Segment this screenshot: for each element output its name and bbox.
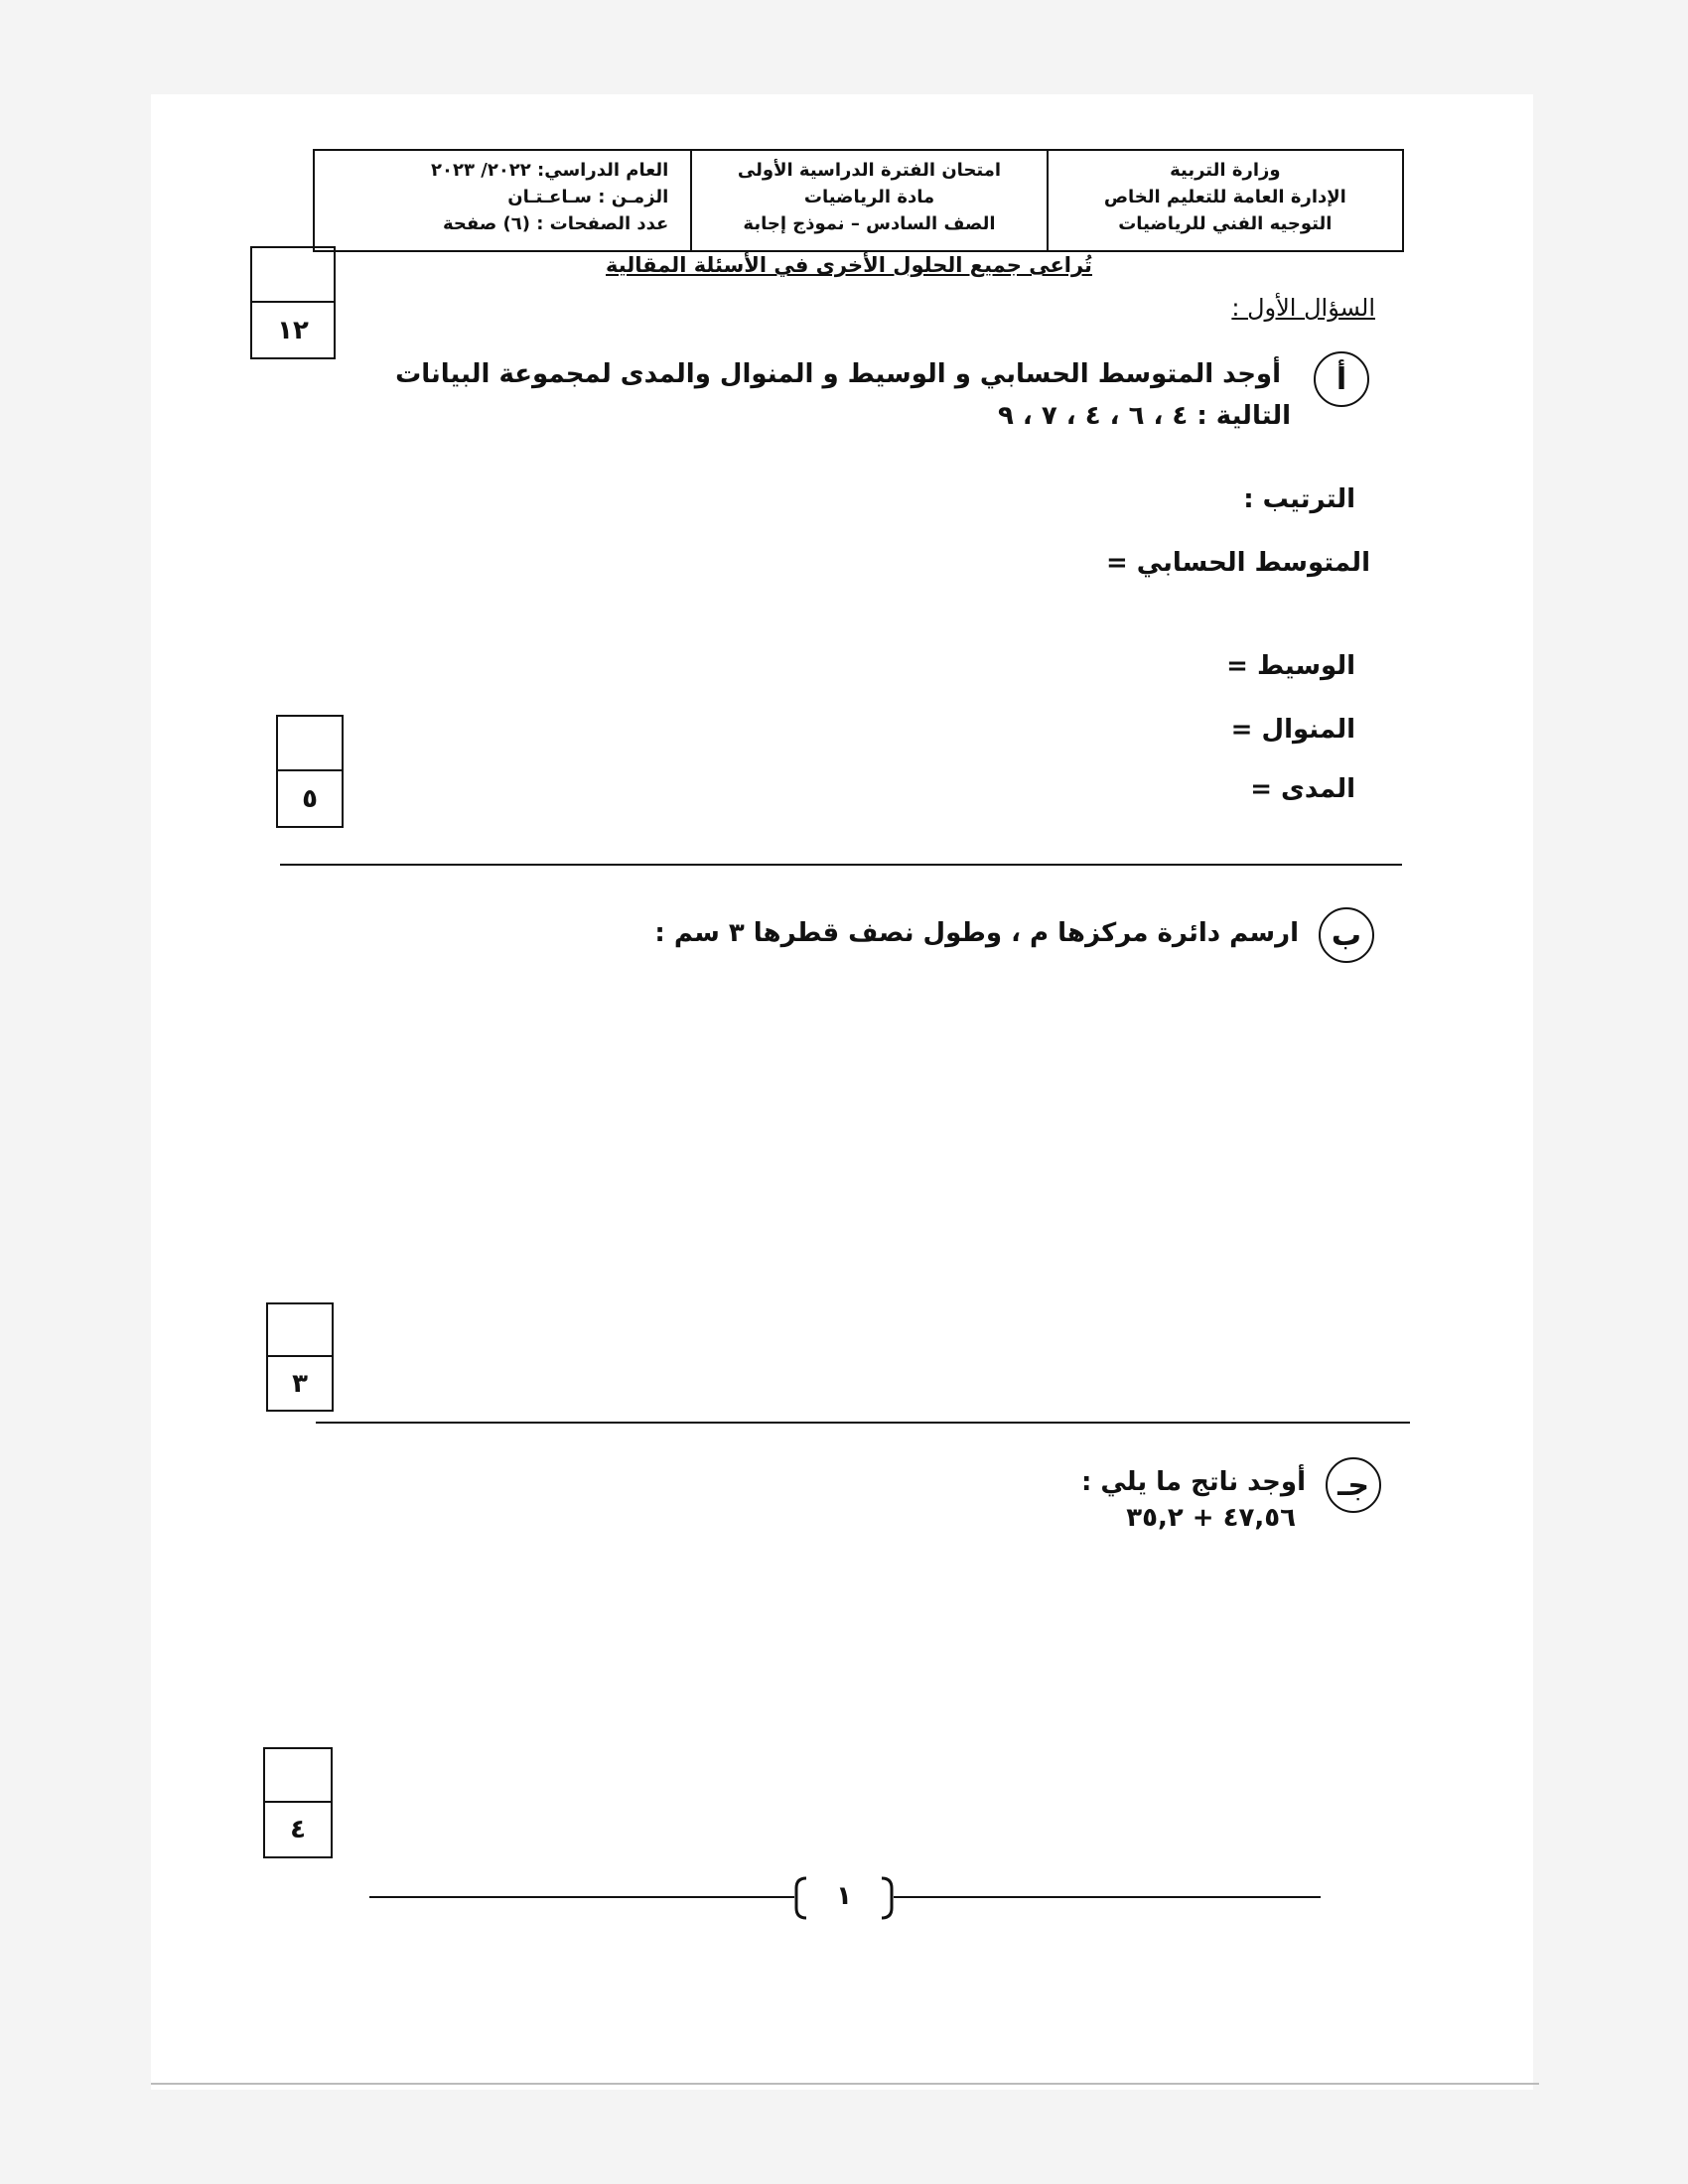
- range-label: المدى =: [1250, 774, 1355, 804]
- header-supervision: التوجيه الفني للرياضيات: [1118, 213, 1333, 234]
- header-administration: الإدارة العامة للتعليم الخاص: [1103, 187, 1346, 207]
- part-c-score: ٤: [290, 1815, 306, 1844]
- part-a-line1: أوجد المتوسط الحسابي و الوسيط و المنوال والمدى لمجموعة البيانات: [395, 359, 1281, 389]
- paper-edge: [151, 2083, 1539, 2085]
- separator-a: [280, 864, 1402, 866]
- total-score-value: ١٢: [277, 315, 309, 345]
- part-c-text: أوجد ناتج ما يلي :: [1080, 1467, 1306, 1497]
- part-a-score-blank: [278, 717, 342, 771]
- part-c-expression: ٤٧,٥٦ + ٣٥,٢: [1126, 1503, 1296, 1533]
- header-year: العام الدراسي: ٢٠٢٢/ ٢٠٢٣: [431, 160, 669, 181]
- part-b-score-box: [266, 1302, 334, 1412]
- header-grade: الصف السادس – نموذج إجابة: [743, 213, 996, 234]
- part-c-score-box: [263, 1747, 333, 1858]
- header-ministry-cell: [1047, 151, 1402, 250]
- total-score-blank: [252, 248, 334, 303]
- part-a-score-box: [276, 715, 344, 828]
- mode-label: المنوال =: [1230, 715, 1355, 745]
- header-ministry: وزارة التربية: [1170, 160, 1281, 181]
- header-subject: مادة الرياضيات: [803, 187, 935, 207]
- footer-rule-left: [369, 1896, 794, 1898]
- part-a-score: ٥: [302, 783, 318, 814]
- question-title: السؤال الأول :: [1231, 294, 1375, 322]
- part-b-text: ارسم دائرة مركزها م ، وطول نصف قطرها ٣ سم :: [654, 918, 1299, 948]
- header-time: الزمـن : سـاعـتـان: [507, 187, 669, 207]
- order-label: الترتيب :: [1243, 484, 1355, 514]
- header-pages: عدد الصفحات : (٦) صفحة: [442, 213, 669, 234]
- part-a-line2: التالية : ٤ ، ٦ ، ٤ ، ٧ ، ٩: [997, 401, 1291, 431]
- part-c-letter: جـ: [1326, 1457, 1381, 1513]
- header-exam: امتحان الفترة الدراسية الأولى: [737, 160, 1002, 181]
- page-number: ١: [836, 1881, 852, 1911]
- part-a-letter: أ: [1314, 351, 1369, 407]
- header-exam-cell: [690, 151, 1046, 250]
- separator-b: [316, 1422, 1410, 1424]
- part-b-score-blank: [268, 1304, 332, 1357]
- part-b-letter: ب: [1319, 907, 1374, 963]
- median-label: الوسيط =: [1226, 651, 1355, 681]
- header-table: [313, 149, 1404, 252]
- total-score-box: [250, 246, 336, 359]
- header-year-cell: [315, 151, 690, 250]
- footer-rule-right: [894, 1896, 1321, 1898]
- part-c-score-blank: [265, 1749, 331, 1803]
- mean-label: المتوسط الحسابي =: [1105, 548, 1370, 578]
- solutions-note: تُراعى جميع الحلول الأخرى في الأسئلة المقالية: [606, 253, 1092, 277]
- part-b-score: ٣: [292, 1368, 308, 1399]
